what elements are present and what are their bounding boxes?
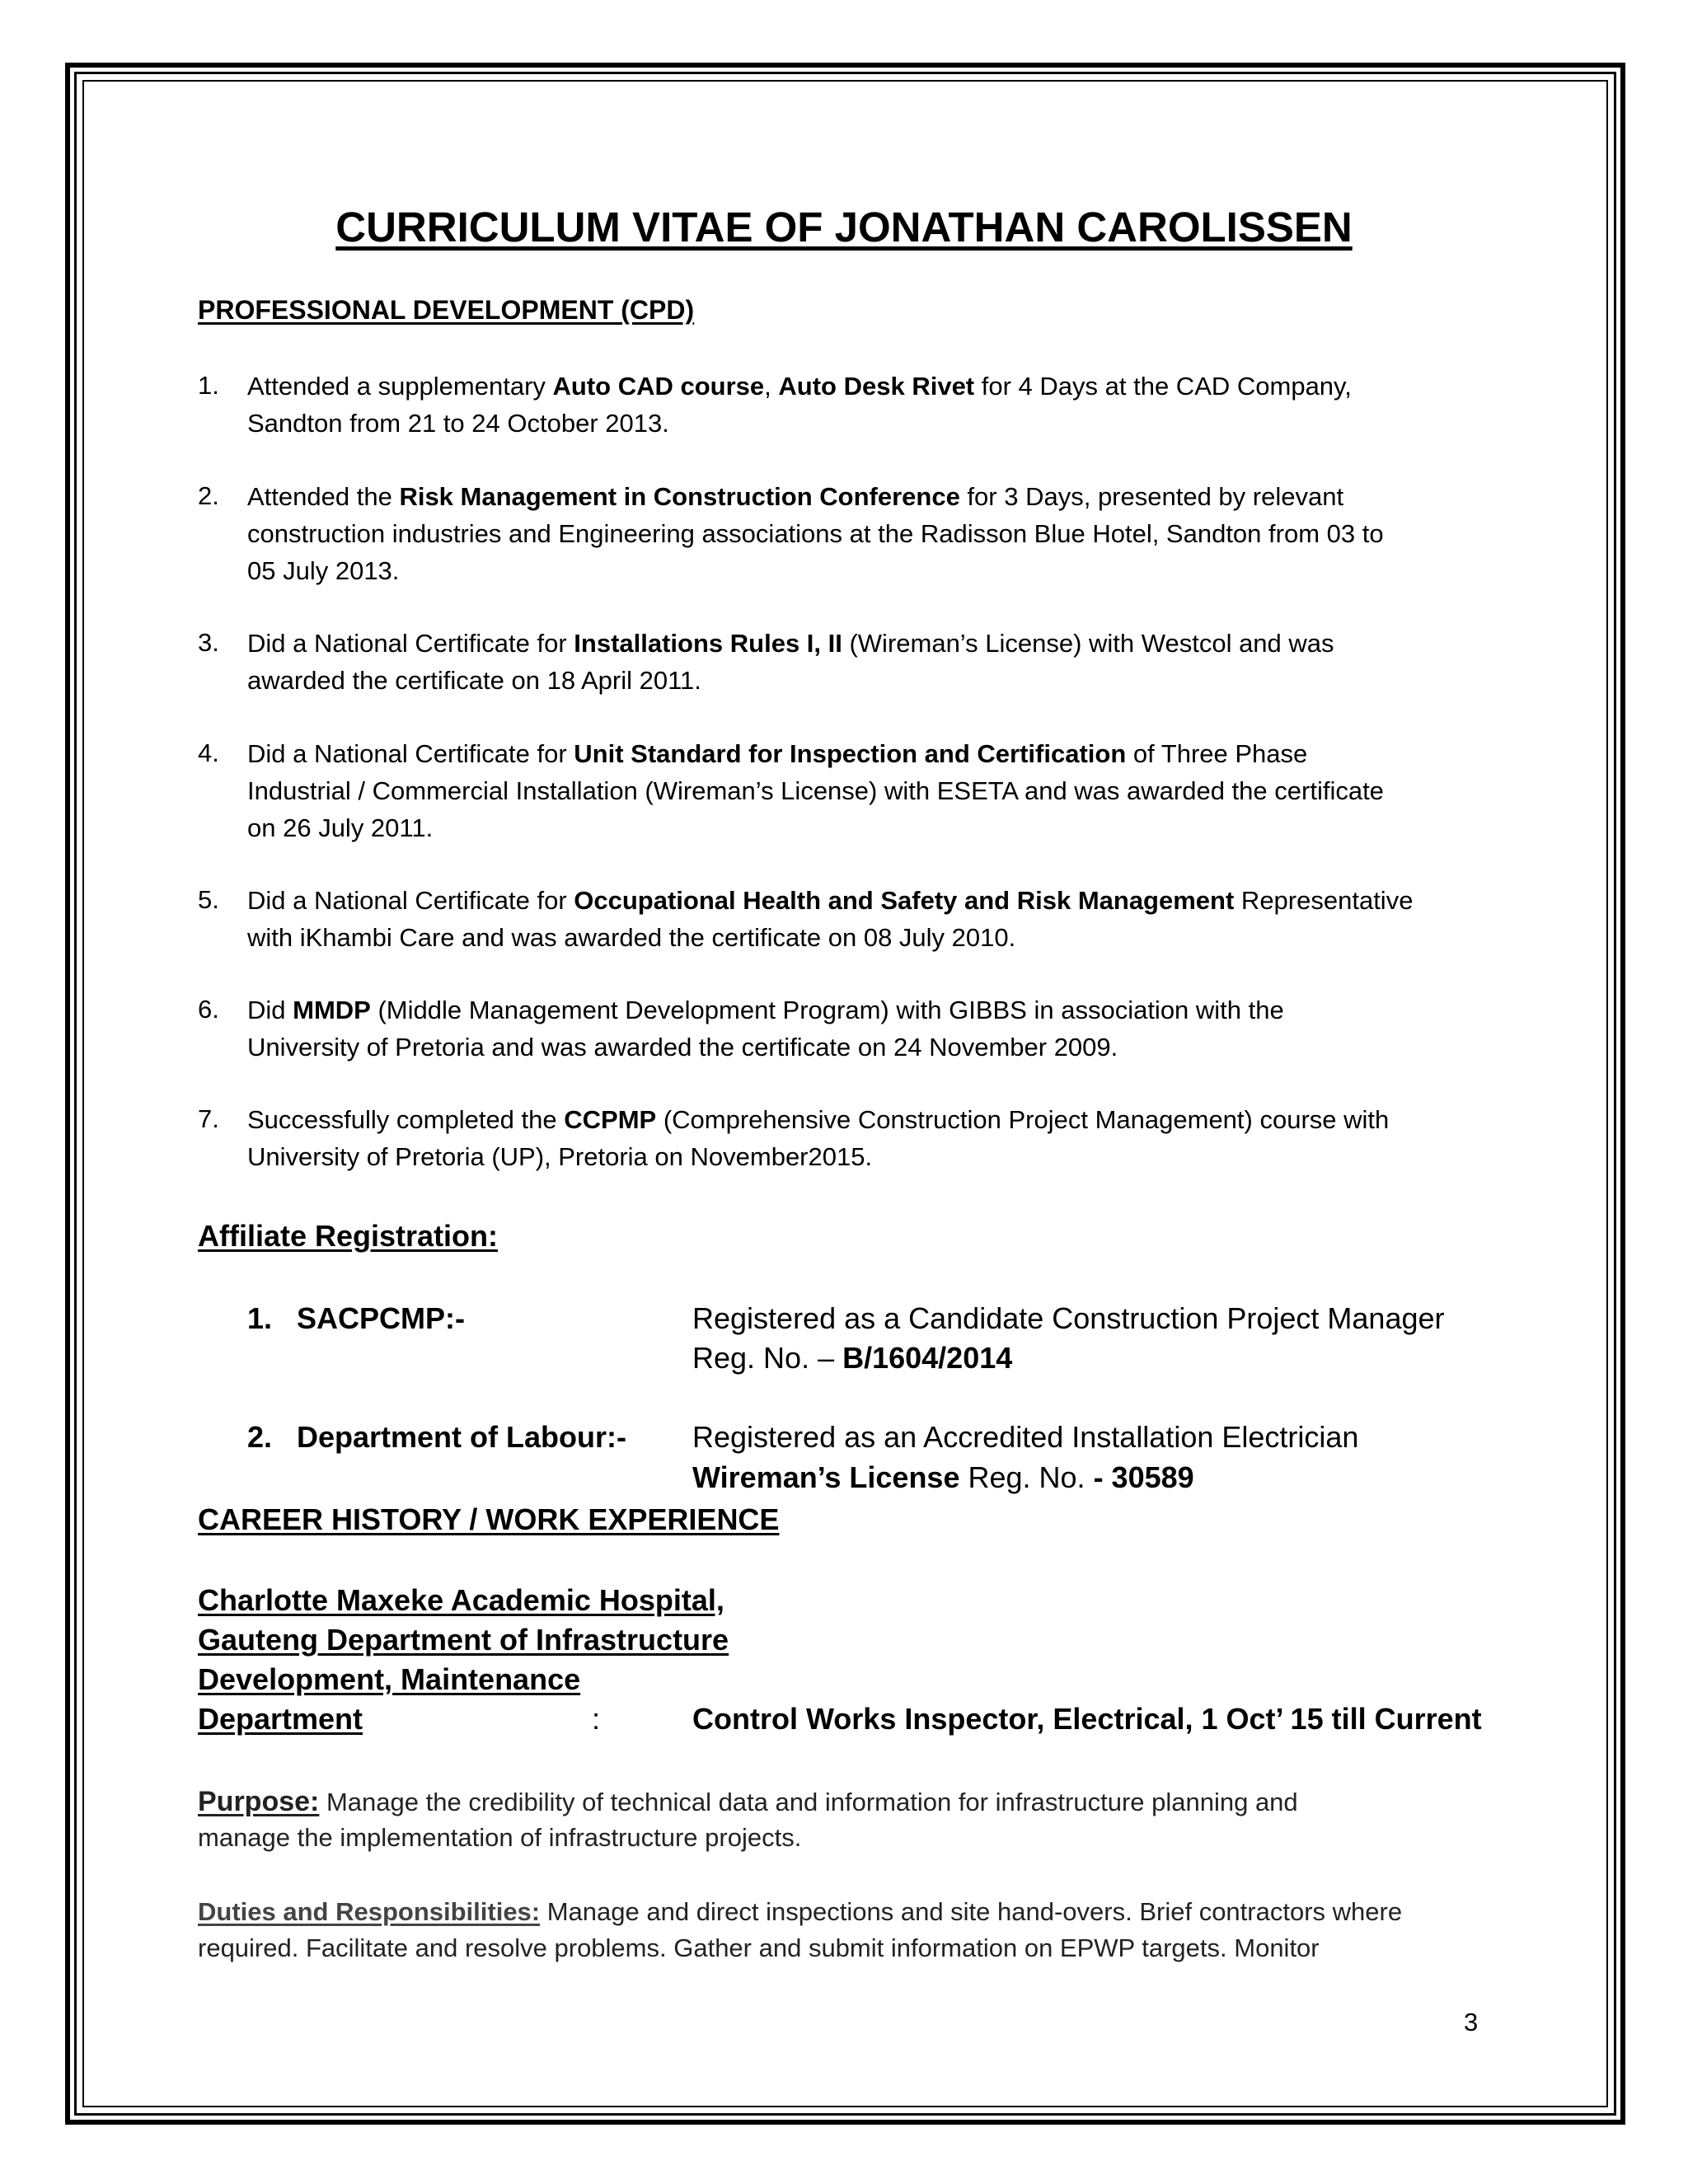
duties-text: Manage and direct inspections and site hand-overs. Brief contractors where <box>540 1897 1403 1926</box>
duties-label: Duties and Responsibilities: <box>198 1897 541 1926</box>
cpd-item-4-line-3: on 26 July 2011. <box>247 813 434 842</box>
cpd-item-1-highlight: Auto CAD course <box>552 372 765 401</box>
position-colon: : <box>592 1702 601 1736</box>
affiliate-1-description: Registered as a Candidate Construction Project Manager <box>692 1301 1445 1335</box>
cpd-item-2-text: for 3 Days, presented by relevant <box>959 482 1344 511</box>
affiliate-2-license: Wireman’s License <box>692 1460 960 1494</box>
duties-line-1 <box>198 1894 1402 1930</box>
cpd-item-5-line-1 <box>247 882 1508 919</box>
affiliate-1-name: SACPCMP:- <box>297 1301 465 1335</box>
cpd-item-4-number: 4. <box>198 738 219 767</box>
cpd-item-7-text: (Comprehensive Construction Project Management) course with <box>656 1105 1390 1134</box>
affiliate-1-reg-number: B/1604/2014 <box>842 1341 1013 1375</box>
cpd-item-6-text: (Middle Management Development Program) with GIBBS in association with the <box>370 996 1284 1024</box>
cpd-item-1-highlight: Auto Desk Rivet <box>778 372 975 401</box>
cpd-item-6-number: 6. <box>198 995 219 1024</box>
cpd-item-3-text: Did a National Certificate for <box>247 629 574 658</box>
document-title: CURRICULUM VITAE OF JONATHAN CAROLISSEN <box>335 204 1353 251</box>
cpd-item-1-text: for 4 Days at the CAD Company, <box>974 372 1352 401</box>
cpd-item-4-highlight: Unit Standard for Inspection and Certification <box>574 739 1127 768</box>
page-number: 3 <box>1464 2008 1479 2036</box>
career-heading: CAREER HISTORY / WORK EXPERIENCE <box>198 1502 780 1536</box>
cpd-item-3-highlight: Installations Rules I, II <box>574 629 842 658</box>
cpd-item-2-highlight: Risk Management in Construction Conference <box>399 482 960 511</box>
cpd-item-4-line-1 <box>247 735 1508 772</box>
affiliate-2-number: 2. <box>247 1420 273 1454</box>
employer-line-3: Development, Maintenance <box>198 1662 581 1696</box>
cpd-item-6-line-1 <box>247 991 1508 1029</box>
purpose-text: Manage the credibility of technical data and information for infrastructure planning and <box>319 1788 1298 1816</box>
cpd-item-4-text: Did a National Certificate for <box>247 739 574 768</box>
employer-line-2: Gauteng Department of Infrastructure <box>198 1623 729 1657</box>
cpd-item-6-highlight: MMDP <box>293 996 371 1024</box>
cpd-item-5-highlight: Occupational Health and Safety and Risk Management <box>574 886 1235 915</box>
cpd-item-3-line-2: awarded the certificate on 18 April 2011. <box>247 666 701 695</box>
affiliate-2-name: Department of Labour:- <box>297 1420 626 1454</box>
cpd-item-7-line-1 <box>247 1101 1508 1138</box>
cpd-item-5-line-2: with iKhambi Care and was awarded the certificate on 08 July 2010. <box>247 923 1016 952</box>
cpd-item-2-number: 2. <box>198 481 219 510</box>
cpd-item-1-number: 1. <box>198 371 219 400</box>
affiliate-2-reg-label: Reg. No. <box>959 1460 1094 1494</box>
cpd-item-7-number: 7. <box>198 1104 219 1133</box>
purpose-label: Purpose: <box>198 1786 320 1817</box>
cpd-item-7-line-2: University of Pretoria (UP), Pretoria on November2015. <box>247 1142 873 1171</box>
employer-line-4: Department <box>198 1702 363 1736</box>
cpd-item-4-line-2: Industrial / Commercial Installation (Wireman’s License) with ESETA and was awarded the certificate <box>247 776 1384 805</box>
position-title: Control Works Inspector, Electrical, 1 Oct’ 15 till Current <box>692 1702 1482 1736</box>
cpd-item-4-text: of Three Phase <box>1126 739 1308 768</box>
cpd-item-6-line-2: University of Pretoria and was awarded the certificate on 24 November 2009. <box>247 1033 1118 1062</box>
cpd-item-5-text: Did a National Certificate for <box>247 886 574 915</box>
cpd-item-2-line-3: 05 July 2013. <box>247 556 400 585</box>
cpd-item-5-text: Representative <box>1234 886 1414 915</box>
affiliate-2-reg-number: - 30589 <box>1093 1460 1194 1494</box>
affiliate-heading: Affiliate Registration: <box>198 1219 499 1253</box>
cpd-heading: PROFESSIONAL DEVELOPMENT (CPD) <box>198 295 695 325</box>
affiliate-2-description: Registered as an Accredited Installation Electrician <box>692 1420 1359 1454</box>
cpd-item-3-text: (Wireman’s License) with Westcol and was <box>842 629 1334 658</box>
cpd-item-1-line-2: Sandton from 21 to 24 October 2013. <box>247 409 669 438</box>
cpd-item-5-number: 5. <box>198 885 219 914</box>
cpd-item-1-text: Attended a supplementary <box>247 372 553 401</box>
affiliate-1-reg-line <box>692 1338 1012 1378</box>
cpd-item-3-number: 3. <box>198 628 219 657</box>
cpd-item-6-text: Did <box>247 996 293 1024</box>
purpose-line-1 <box>198 1783 1298 1821</box>
purpose-line-2: manage the implementation of infrastructure projects. <box>198 1823 802 1852</box>
affiliate-1-number: 1. <box>247 1301 273 1335</box>
affiliate-2-reg-line <box>692 1458 1194 1497</box>
affiliate-1-reg-prefix: Reg. No. – <box>692 1341 843 1375</box>
duties-line-2: required. Facilitate and resolve problems. Gather and submit information on EPWP targets. Monitor <box>198 1933 1320 1962</box>
cpd-item-1-text: , <box>764 372 779 401</box>
cpd-item-3-line-1 <box>247 625 1508 662</box>
cpd-item-1-line-1 <box>247 368 1508 405</box>
cpd-item-7-text: Successfully completed the <box>247 1105 565 1134</box>
employer-line-1: Charlotte Maxeke Academic Hospital, <box>198 1583 724 1617</box>
cpd-item-2-text: Attended the <box>247 482 400 511</box>
cpd-item-2-line-2: construction industries and Engineering associations at the Radisson Blue Hotel, Sandton from 03 to <box>247 519 1384 548</box>
cpd-item-7-highlight: CCPMP <box>564 1105 657 1134</box>
cpd-item-2-line-1 <box>247 478 1508 515</box>
